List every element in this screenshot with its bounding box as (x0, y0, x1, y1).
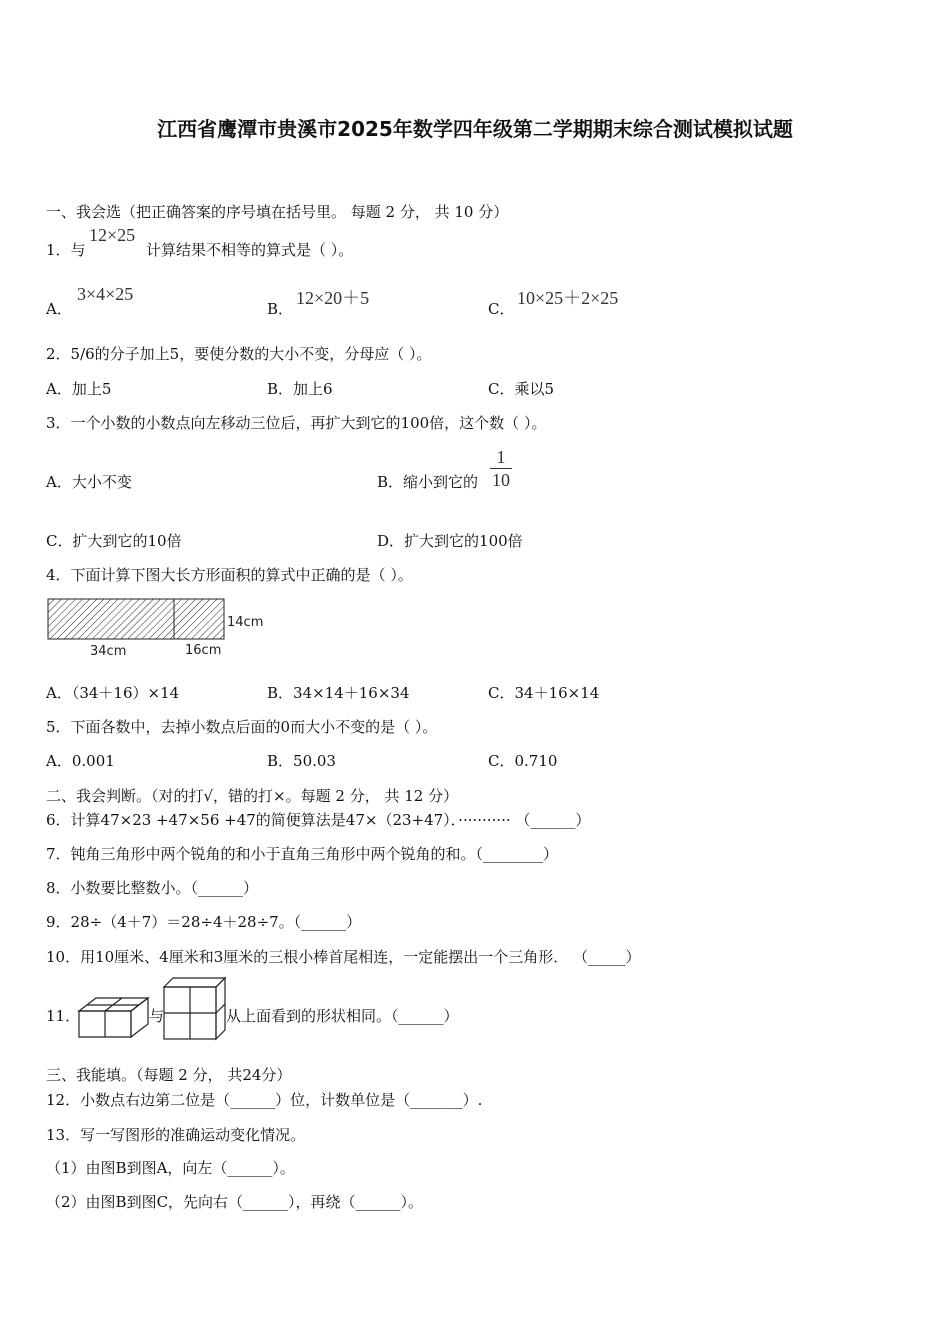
q2-option-c: C．乘以5 (488, 380, 555, 398)
left-width-label: 34cm (90, 644, 127, 659)
q7-statement: 7．钝角三角形中两个锐角的和小于直角三角形中两个锐角的和。（________） (46, 845, 559, 863)
right-width-label: 16cm (185, 643, 222, 658)
q4-rectangle-figure (44, 595, 274, 665)
q4-option-b: B．34×14＋16×34 (267, 684, 410, 702)
q11-cuboid-figure (76, 994, 152, 1040)
q3-option-a: A．大小不变 (46, 473, 132, 491)
fraction-bar (490, 468, 512, 469)
q5-option-a: A．0.001 (46, 752, 115, 770)
q4-stem: 4．下面计算下图大长方形面积的算式中正确的是（ ）。 (46, 566, 413, 584)
q1-stem: 计算结果不相等的算式是（ ）。 (146, 241, 354, 259)
q13-part-1: （1）由图B到图A，向左（______）。 (46, 1159, 295, 1177)
q11-connector: 与 (149, 1007, 165, 1025)
q2-option-b: B．加上6 (267, 380, 333, 398)
section-3-header: 三、我能填。（每题 2 分， 共24分） (46, 1066, 292, 1084)
q11-stacked-cubes-figure (160, 975, 226, 1041)
q1-prefix: 1．与 (46, 241, 86, 259)
q1-option-c-label: C． (488, 300, 515, 318)
q9-statement: 9．28÷（4＋7）＝28÷4＋28÷7。（______） (46, 913, 362, 931)
q6-statement: 6．计算47×23 +47×56 +47的简便算法是47×（23+47）．··········· （______） (46, 811, 591, 829)
q1-option-c-expression: 10×25＋2×25 (517, 288, 619, 308)
height-label: 14cm (227, 615, 264, 630)
q11-stem: 从上面看到的形状相同。（______） (226, 1007, 459, 1025)
q4-option-c: C．34＋16×14 (488, 684, 600, 702)
q5-stem: 5．下面各数中，去掉小数点后面的0而大小不变的是（ ）。 (46, 718, 438, 736)
q11-prefix: 11． (46, 1007, 81, 1025)
q3-option-b-fraction (490, 447, 512, 490)
q3-option-c: C．扩大到它的10倍 (46, 532, 182, 550)
q4-option-a: A．（34＋16）×14 (46, 684, 180, 702)
section-1-header: 一、我会选（把正确答案的序号填在括号里。 每题 2 分， 共 10 分） (46, 203, 509, 221)
left-rectangle (48, 599, 174, 639)
q3-option-b: B．缩小到它的 (377, 473, 479, 491)
q1-expression: 12×25 (89, 225, 136, 245)
page-title: 江西省鹰潭市贵溪市2025年数学四年级第二学期期末综合测试模拟试题 (157, 117, 793, 141)
q3-option-d: D．扩大到它的100倍 (377, 532, 523, 550)
q1-option-a-expression: 3×4×25 (77, 284, 134, 304)
right-rectangle (174, 599, 224, 639)
q13-part-2: （2）由图B到图C，先向右（______），再绕（______）。 (46, 1193, 424, 1211)
q1-option-b-expression: 12×20＋5 (296, 288, 370, 308)
q5-option-c: C．0.710 (488, 752, 558, 770)
q3-stem: 3．一个小数的小数点向左移动三位后，再扩大到它的100倍，这个数（ ）。 (46, 414, 547, 432)
section-2-header: 二、我会判断。（对的打√，错的打×。每题 2 分， 共 12 分） (46, 787, 459, 805)
fraction-denominator: 10 (492, 470, 510, 490)
q5-option-b: B．50.03 (267, 752, 336, 770)
q1-option-a-label: A． (46, 300, 72, 318)
fraction-numerator: 1 (496, 447, 506, 467)
q8-statement: 8．小数要比整数小。（______） (46, 879, 259, 897)
q2-option-a: A．加上5 (46, 380, 112, 398)
q12-stem: 12．小数点右边第二位是（______）位，计数单位是（_______）. (46, 1091, 483, 1109)
q2-stem: 2．5/6的分子加上5，要使分数的大小不变，分母应（ ）。 (46, 345, 432, 363)
q10-statement: 10．用10厘米、4厘米和3厘米的三根小棒首尾相连，一定能摆出一个三角形． （_____） (46, 948, 641, 966)
q1-option-b-label: B． (267, 300, 294, 318)
q13-stem: 13．写一写图形的准确运动变化情况。 (46, 1126, 306, 1144)
